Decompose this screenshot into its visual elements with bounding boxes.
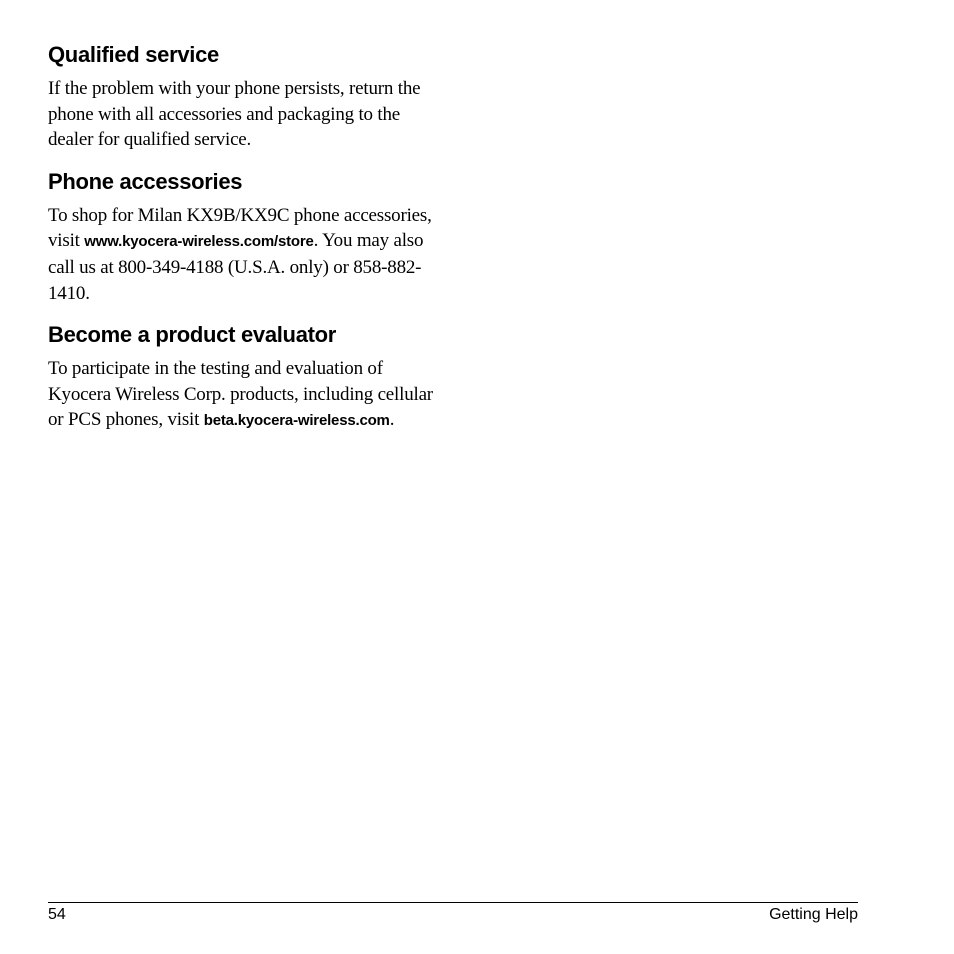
body-text: To shop for Milan KX9B/KX9C phone accessories, visit <box>48 204 432 252</box>
body-text: . You may also call us at 800-349-4188 (U.S.A. only) or 858-882-1410. <box>48 230 424 304</box>
section-heading: Qualified service <box>48 42 219 67</box>
phone-accessories-section <box>48 167 448 306</box>
section-body: If the problem with your phone persists, return the phone with all accessories and packaging to the dealer for qualified service. <box>48 78 421 151</box>
body-text: . <box>389 409 395 431</box>
store-link[interactable]: www.kyocera-wireless.com/store <box>84 233 314 251</box>
qualified-service-section <box>48 40 448 153</box>
section-heading: Become a product evaluator <box>48 322 337 348</box>
body-text: To participate in the testing and evaluation of Kyocera Wireless Corp. products, including cellular or PCS phones, visit <box>48 358 433 431</box>
page-number: 54 <box>48 906 66 923</box>
footer-section-name: Getting Help <box>769 906 858 923</box>
section-heading: Phone accessories <box>48 168 243 194</box>
section-body <box>48 203 448 306</box>
section-body <box>48 356 448 434</box>
footer-divider <box>48 902 858 903</box>
beta-link[interactable]: beta.kyocera-wireless.com <box>203 412 390 430</box>
product-evaluator-section <box>48 320 448 434</box>
page-content <box>48 40 448 448</box>
